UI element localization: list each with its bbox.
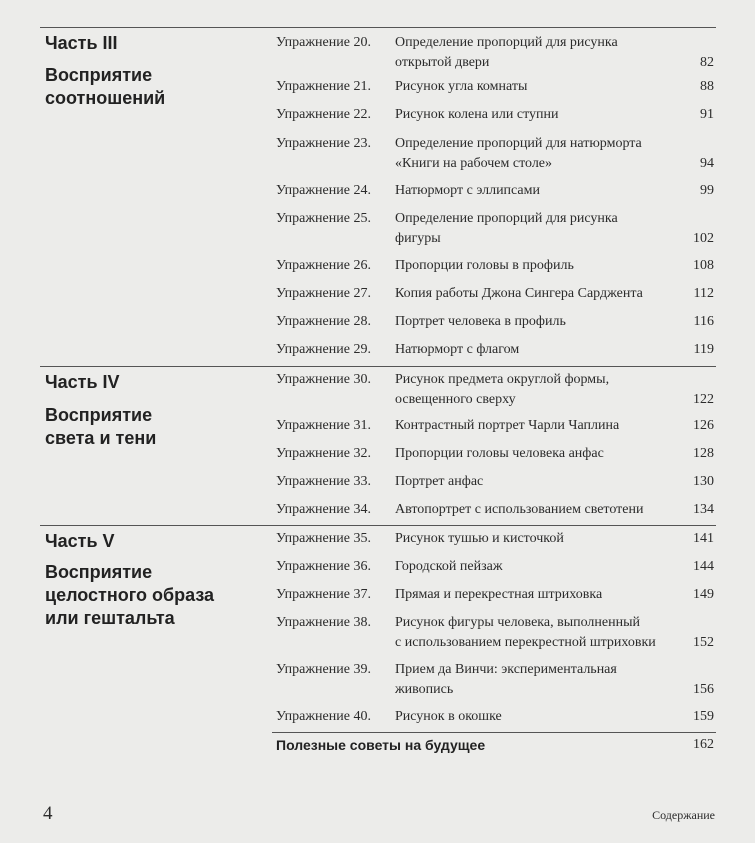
exercise-title: Прием да Винчи: экспериментальная живопись	[395, 662, 617, 697]
footer-page-number: 4	[43, 803, 53, 824]
page-number: 134	[693, 502, 714, 517]
exercise-number: Упражнение 26.	[276, 258, 371, 273]
exercise-number: Упражнение 21.	[276, 79, 371, 94]
part-divider	[40, 366, 716, 367]
exercise-title: Рисунок тушью и кисточкой	[395, 531, 564, 546]
exercise-number: Упражнение 37.	[276, 587, 371, 602]
exercise-number: Упражнение 27.	[276, 286, 371, 301]
exercise-title: Определение пропорций для натюрморта «Книги на рабочем столе»	[395, 136, 642, 171]
page-number: 128	[693, 446, 714, 461]
exercise-title: Рисунок угла комнаты	[395, 79, 528, 94]
exercise-number: Упражнение 38.	[276, 615, 371, 630]
part-title: Восприятие целостного образа или гештальта	[45, 562, 215, 628]
part-label: Часть IV	[45, 372, 120, 392]
part-title: Восприятие света и тени	[45, 405, 157, 448]
page-number: 82	[700, 55, 714, 70]
exercise-title: Рисунок в окошке	[395, 709, 502, 724]
exercise-title: Автопортрет с использованием светотени	[395, 502, 644, 517]
exercise-title: Прямая и перекрестная штриховка	[395, 587, 603, 602]
exercise-number: Упражнение 22.	[276, 107, 371, 122]
page-number: 94	[700, 156, 714, 171]
exercise-title: Рисунок колена или ступни	[395, 107, 559, 122]
page-number: 108	[693, 258, 714, 273]
exercise-number: Упражнение 31.	[276, 418, 371, 433]
tips-divider	[272, 732, 716, 733]
exercise-number: Упражнение 36.	[276, 559, 371, 574]
part-title: Восприятие соотношений	[45, 65, 166, 108]
exercise-title: Портрет анфас	[395, 474, 484, 489]
page-number: 126	[693, 418, 714, 433]
exercise-number: Упражнение 40.	[276, 709, 371, 724]
tips-heading: Полезные советы на будущее	[276, 737, 486, 753]
exercise-title: Городской пейзаж	[395, 559, 503, 574]
exercise-title: Портрет человека в профиль	[395, 314, 566, 329]
page-number: 149	[693, 587, 714, 602]
exercise-number: Упражнение 25.	[276, 211, 371, 226]
exercise-number: Упражнение 33.	[276, 474, 371, 489]
exercise-title: Копия работы Джона Сингера Сарджента	[395, 286, 643, 301]
exercise-number: Упражнение 35.	[276, 531, 371, 546]
exercise-number: Упражнение 39.	[276, 662, 371, 677]
exercise-title: Рисунок предмета округлой формы, освещенного сверху	[395, 372, 610, 407]
exercise-number: Упражнение 23.	[276, 136, 371, 151]
top-rule	[40, 27, 716, 28]
exercise-number: Упражнение 34.	[276, 502, 371, 517]
page-number: 112	[693, 286, 714, 301]
page-number: 91	[700, 107, 714, 122]
exercise-number: Упражнение 29.	[276, 342, 371, 357]
exercise-number: Упражнение 32.	[276, 446, 371, 461]
exercise-title: Рисунок фигуры человека, выполненный с использованием перекрестной штриховки	[395, 615, 656, 650]
page-number: 122	[693, 392, 714, 407]
exercise-number: Упражнение 30.	[276, 372, 371, 387]
footer-section-title: Содержание	[652, 808, 715, 822]
page-number: 119	[693, 342, 714, 357]
exercise-title: Натюрморт с флагом	[395, 342, 520, 357]
page-number: 156	[693, 682, 714, 697]
part-divider	[40, 525, 716, 526]
exercise-title: Пропорции головы человека анфас	[395, 446, 604, 461]
part-label: Часть III	[45, 33, 118, 53]
page-number: 159	[693, 709, 714, 724]
exercise-number: Упражнение 28.	[276, 314, 371, 329]
exercise-number: Упражнение 20.	[276, 35, 371, 50]
page-number: 152	[693, 635, 714, 650]
exercise-title: Определение пропорций для рисунка открытой двери	[395, 35, 618, 70]
exercise-number: Упражнение 24.	[276, 183, 371, 198]
page-number: 88	[700, 79, 714, 94]
exercise-title: Пропорции головы в профиль	[395, 258, 574, 273]
page-number: 99	[700, 183, 714, 198]
part-label: Часть V	[45, 531, 115, 551]
page-number: 141	[693, 531, 714, 546]
page-number: 116	[693, 314, 714, 329]
page-number: 102	[693, 231, 714, 246]
exercise-title: Контрастный портрет Чарли Чаплина	[395, 418, 620, 433]
tips-page-number: 162	[693, 737, 714, 752]
page-number: 144	[693, 559, 714, 574]
page-number: 130	[693, 474, 714, 489]
exercise-title: Натюрморт с эллипсами	[395, 183, 540, 198]
exercise-title: Определение пропорций для рисунка фигуры	[395, 211, 618, 246]
